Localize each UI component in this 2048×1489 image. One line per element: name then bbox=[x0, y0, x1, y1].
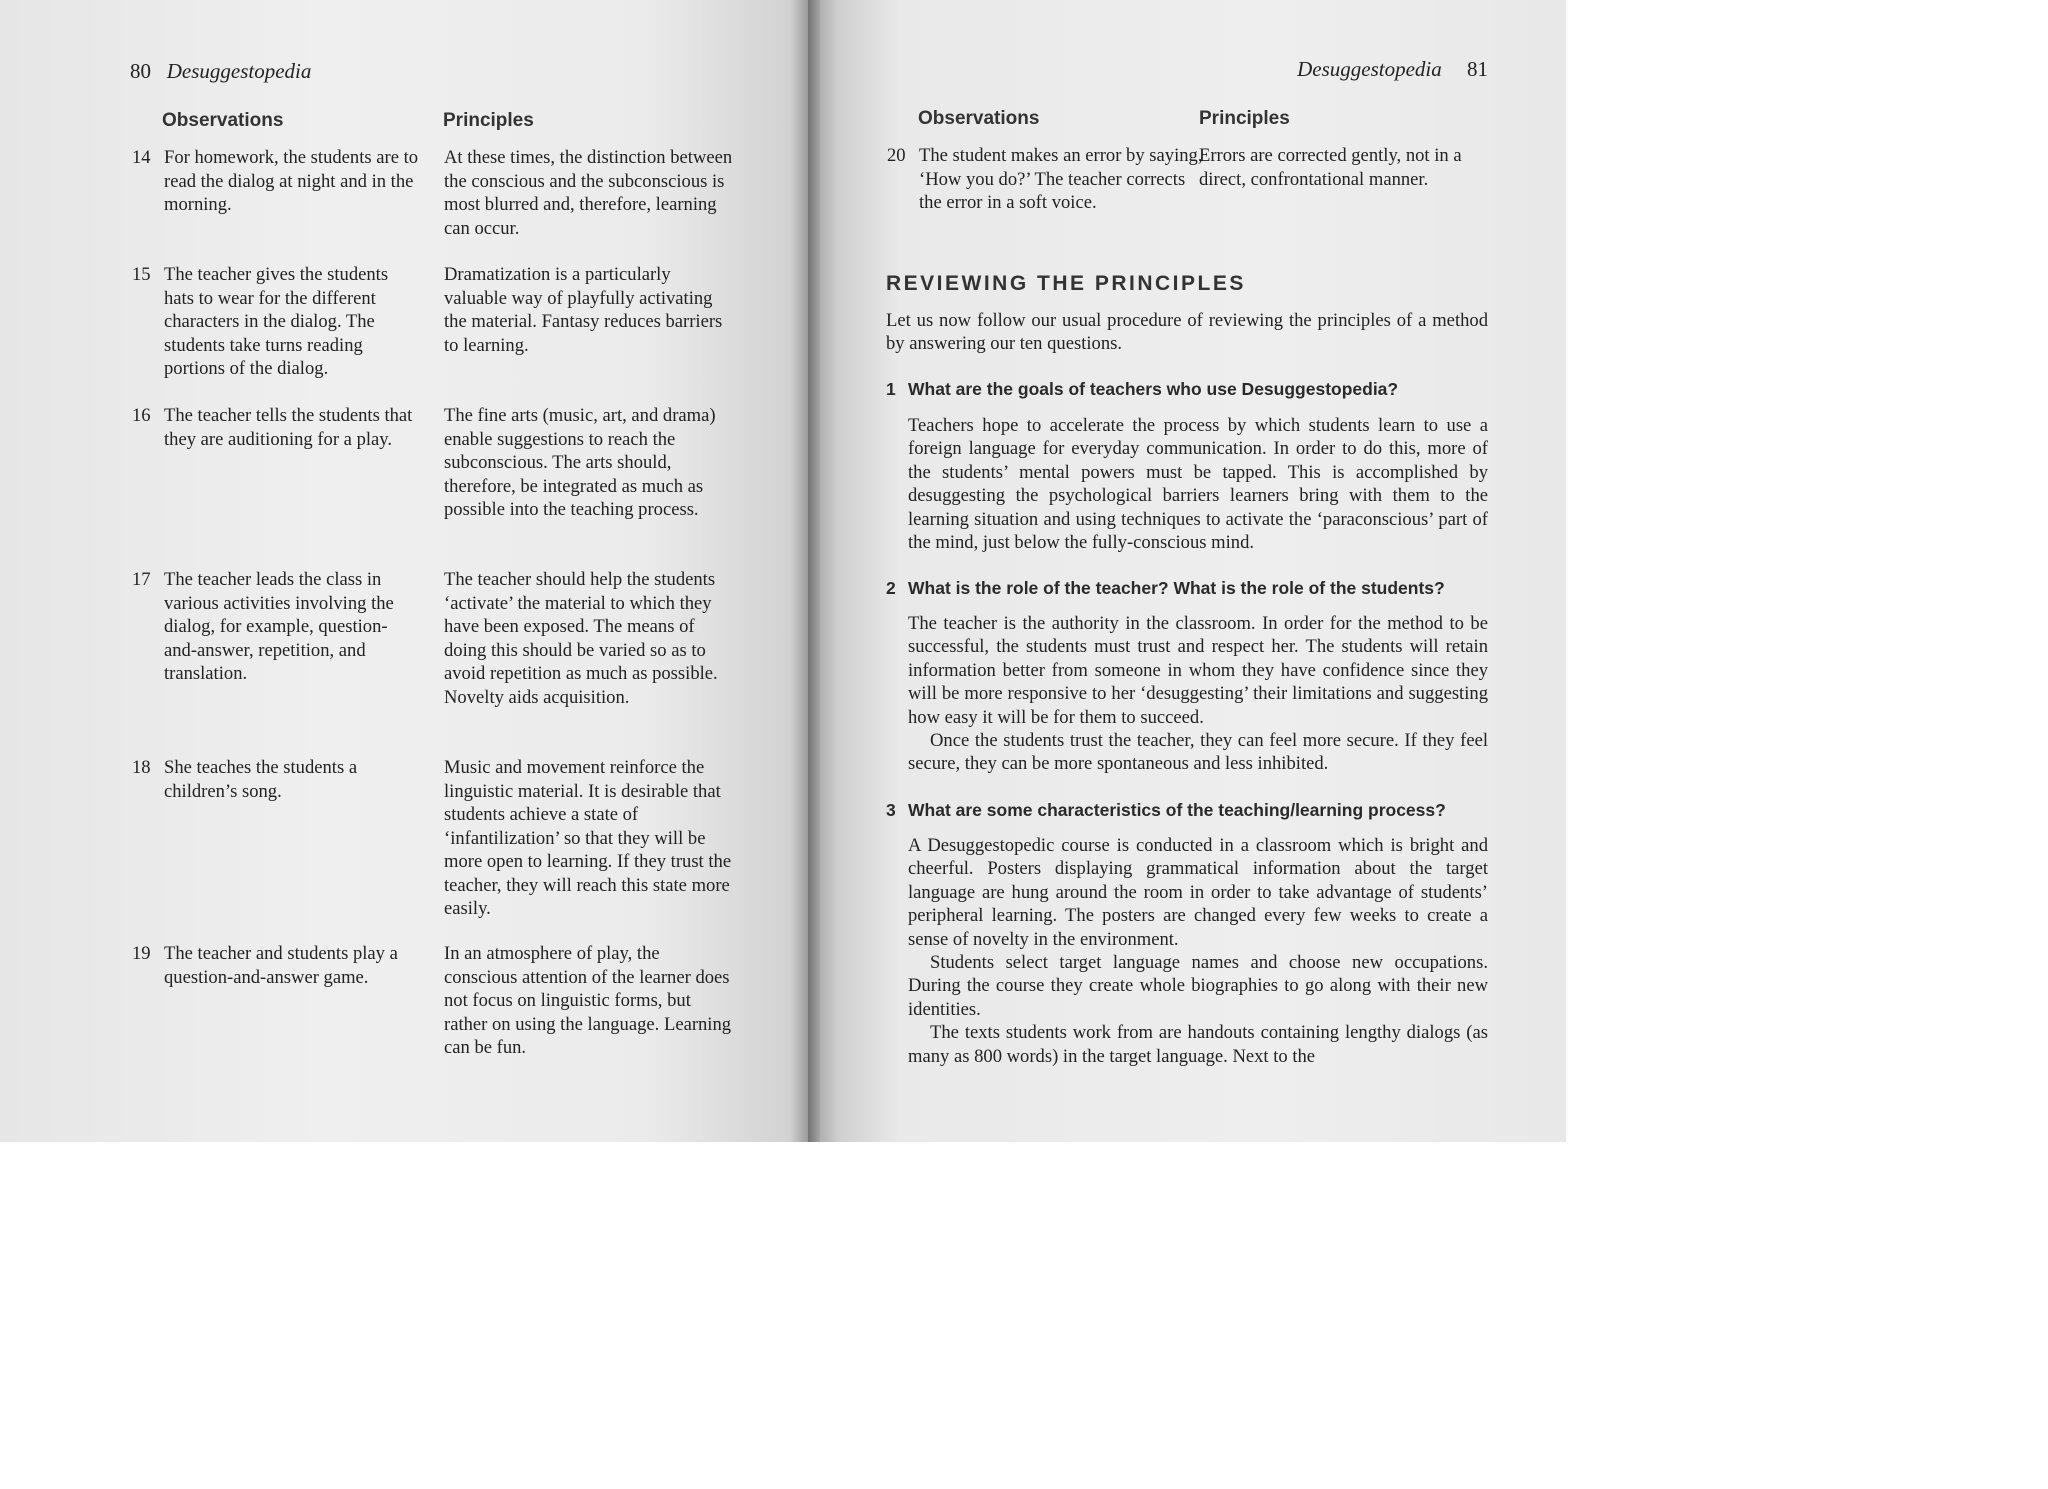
answer-2 bbox=[908, 612, 1488, 776]
question-text: What is the role of the teacher? What is the role of the students? bbox=[908, 578, 1445, 598]
principle-text: The teacher should help the students ‘activate’ the material to which they have been exposed. The means of doing this should be varied so as to avoid repetition as much as possible. Novelty aids acquisition. bbox=[444, 569, 718, 708]
entry-number: 18 bbox=[132, 757, 151, 778]
question-number: 2 bbox=[886, 578, 896, 598]
entry-number: 14 bbox=[132, 147, 151, 168]
question-2 bbox=[886, 578, 1445, 599]
observations-heading-right: Observations bbox=[918, 108, 1040, 129]
entry-number: 16 bbox=[132, 405, 151, 426]
principles-heading-right: Principles bbox=[1199, 108, 1290, 129]
principle-text: The fine arts (music, art, and drama) enable suggestions to reach the subconscious. The arts should, therefore, be integrated as much as possible into the teaching process. bbox=[444, 405, 716, 520]
answer-paragraph: A Desuggestopedic course is conducted in a classroom which is bright and cheerful. Posters displaying grammatical information about the target language are hung around the room in order to take advantage of students’ peripheral learning. The posters are changed every few weeks to create a sense of novelty in the environment. bbox=[908, 835, 1488, 950]
page-number: 81 bbox=[1467, 57, 1488, 81]
running-head-right bbox=[1297, 57, 1488, 82]
observation-text: For homework, the students are to read the dialog at night and in the morning. bbox=[164, 147, 419, 215]
observation-text: The teacher tells the students that they are auditioning for a play. bbox=[164, 405, 413, 450]
question-1 bbox=[886, 379, 1398, 400]
gutter-shadow bbox=[790, 0, 820, 1142]
running-title: Desuggestopedia bbox=[166, 59, 312, 83]
entry-number: 20 bbox=[887, 145, 906, 166]
question-number: 1 bbox=[886, 379, 896, 399]
question-text: What are the goals of teachers who use Desuggestopedia? bbox=[908, 379, 1399, 399]
left-page bbox=[0, 0, 808, 1142]
answer-paragraph: The texts students work from are handouts containing lengthy dialogs (as many as 800 words) in the target language. Next to the bbox=[908, 1022, 1488, 1067]
observation-text: The teacher gives the students hats to wear for the different characters in the dialog. The students take turns reading portions of the dialog. bbox=[164, 264, 389, 379]
answer-3 bbox=[908, 834, 1488, 1068]
answer-1 bbox=[908, 414, 1488, 554]
running-head-left bbox=[130, 59, 311, 84]
question-3 bbox=[886, 800, 1446, 821]
principle-text: At these times, the distinction between the conscious and the subconscious is most blurred and, therefore, learning can occur. bbox=[444, 147, 733, 239]
principles-heading: Principles bbox=[443, 110, 534, 131]
principle-text: Music and movement reinforce the linguistic material. It is desirable that students achieve a state of ‘infantilization’ so that they will be more open to learning. If they trust the teacher, they will reach this state more easily. bbox=[444, 757, 732, 919]
observation-text: The teacher and students play a question-and-answer game. bbox=[164, 943, 398, 988]
principle-text: In an atmosphere of play, the conscious attention of the learner does not focus on linguistic forms, but rather on using the language. Learning can be fun. bbox=[444, 943, 732, 1058]
entry-number: 19 bbox=[132, 943, 151, 964]
observation-text: The student makes an error by saying, ‘How you do?’ The teacher corrects the error in a soft voice. bbox=[919, 145, 1203, 213]
page-number: 80 bbox=[130, 59, 151, 83]
entry-number: 15 bbox=[132, 264, 151, 285]
answer-paragraph: The teacher is the authority in the classroom. In order for the method to be successful, the students must trust and respect her. The students will retain information better from someone in whom they have confidence since they will be more responsive to her ‘desuggesting’ their limitations and suggesting how easy it will be for them to succeed. bbox=[908, 613, 1488, 728]
answer-paragraph: Teachers hope to accelerate the process by which students learn to use a foreign language for everyday communication. In order to do this, more of the students’ mental powers must be tapped. This is accomplished by desuggesting the psychological barriers learners bring with them to the learning situation and using techniques to activate the ‘paraconscious’ part of the mind, just below the fully-conscious mind. bbox=[908, 415, 1488, 554]
entry-number: 17 bbox=[132, 569, 151, 590]
principle-text: Errors are corrected gently, not in a direct, confrontational manner. bbox=[1199, 145, 1462, 190]
principle-text: Dramatization is a particularly valuable way of playfully activating the material. Fantasy reduces barriers to learning. bbox=[444, 264, 723, 356]
intro-paragraph: Let us now follow our usual procedure of reviewing the principles of a method by answering our ten questions. bbox=[886, 310, 1488, 355]
observation-text: The teacher leads the class in various activities involving the dialog, for example, question-and-answer, repetition, and translation. bbox=[164, 569, 394, 684]
question-text: What are some characteristics of the teaching/learning process? bbox=[908, 800, 1446, 820]
observations-heading: Observations bbox=[162, 110, 284, 131]
answer-paragraph: Students select target language names and choose new occupations. During the course they create whole biographies to go along with their new identities. bbox=[908, 952, 1488, 1020]
section-title: REVIEWING THE PRINCIPLES bbox=[886, 272, 1246, 295]
answer-paragraph: Once the students trust the teacher, they can feel more secure. If they feel secure, they can be more spontaneous and less inhibited. bbox=[908, 730, 1488, 775]
question-number: 3 bbox=[886, 800, 896, 820]
observation-text: She teaches the students a children’s song. bbox=[164, 757, 358, 802]
running-title: Desuggestopedia bbox=[1297, 57, 1442, 81]
